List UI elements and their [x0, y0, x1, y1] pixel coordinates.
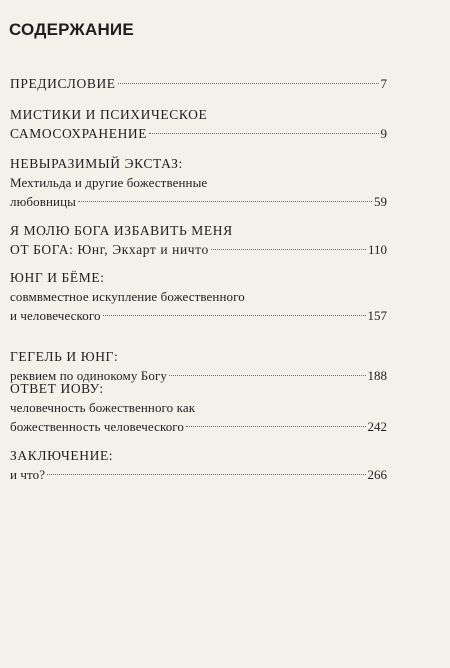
- toc-entry-subtitle: САМОСОХРАНЕНИЕ: [10, 126, 148, 141]
- dot-leader: [103, 315, 366, 316]
- toc-line: [10, 268, 387, 287]
- toc-entry-subtitle: божественность человеческого: [10, 419, 185, 434]
- page-number: 110: [367, 242, 387, 257]
- dot-leader: [118, 83, 379, 84]
- dot-leader: [149, 133, 378, 134]
- toc-entry: [10, 221, 387, 259]
- toc-entry-subtitle: совмвместное искупление божественного: [10, 289, 245, 304]
- dot-leader: [211, 249, 366, 250]
- toc-entry-subtitle: человечность божественного как: [10, 400, 196, 415]
- toc-entry-title: НЕВЫРАЗИМЫЙ ЭКСТАЗ:: [10, 156, 183, 171]
- toc-entry-subtitle: ОТ БОГА: Юнг, Экхарт и ничто: [10, 242, 209, 257]
- toc-line: [10, 74, 387, 93]
- toc-entry-title: ГЕГЕЛЬ И ЮНГ:: [10, 349, 119, 364]
- page-number: 59: [374, 194, 387, 209]
- toc-entry: [10, 268, 387, 325]
- toc-line: [10, 154, 387, 173]
- toc-entry-subtitle: реквием по одинокому Богу: [10, 368, 167, 383]
- toc-line: [10, 417, 387, 436]
- page-number: 242: [367, 419, 387, 434]
- toc-entry: [10, 446, 387, 484]
- page-number: 266: [367, 467, 387, 482]
- toc-entry-subtitle: и человеческого: [10, 308, 101, 323]
- toc-line: [10, 240, 387, 259]
- toc-line: [10, 192, 387, 211]
- toc-entry: [10, 154, 387, 211]
- toc-line: [10, 105, 387, 124]
- contents-heading: СОДЕРЖАНИЕ: [9, 20, 134, 39]
- dot-leader: [78, 201, 372, 202]
- toc-entry-subtitle: и что?: [10, 467, 46, 482]
- page-number: 7: [380, 76, 387, 91]
- toc-line: [10, 398, 387, 417]
- toc-entry-title: ПРЕДИСЛОВИЕ: [10, 76, 116, 91]
- toc-line: [10, 221, 387, 240]
- toc-entry-title: МИСТИКИ И ПСИХИЧЕСКОЕ: [10, 107, 208, 122]
- toc-entry-title: Я МОЛЮ БОГА ИЗБАВИТЬ МЕНЯ: [10, 223, 233, 238]
- toc-entry: [10, 379, 387, 436]
- dot-leader: [169, 375, 366, 376]
- toc-entry-title: ОТВЕТ ИОВУ:: [10, 381, 104, 396]
- dot-leader: [47, 474, 365, 475]
- toc-entry-title: ЗАКЛЮЧЕНИЕ:: [10, 448, 114, 463]
- toc-line: [10, 465, 387, 484]
- page-number: 9: [380, 126, 387, 141]
- dot-leader: [186, 426, 365, 427]
- toc-line: [10, 446, 387, 465]
- toc-line: [10, 124, 387, 143]
- toc-entry: [10, 105, 387, 143]
- toc-line: [10, 306, 387, 325]
- page-number: 188: [367, 368, 387, 383]
- toc-line: [10, 287, 387, 306]
- toc-entry-subtitle: любовницы: [10, 194, 76, 209]
- toc-entry-subtitle: Мехтильда и другие божественные: [10, 175, 208, 190]
- toc-entry-title: ЮНГ И БЁМЕ:: [10, 270, 105, 285]
- toc-entry: [10, 74, 387, 93]
- toc-line: [10, 347, 387, 366]
- page-number: 157: [367, 308, 387, 323]
- toc-line: [10, 173, 387, 192]
- toc-line: [10, 379, 387, 398]
